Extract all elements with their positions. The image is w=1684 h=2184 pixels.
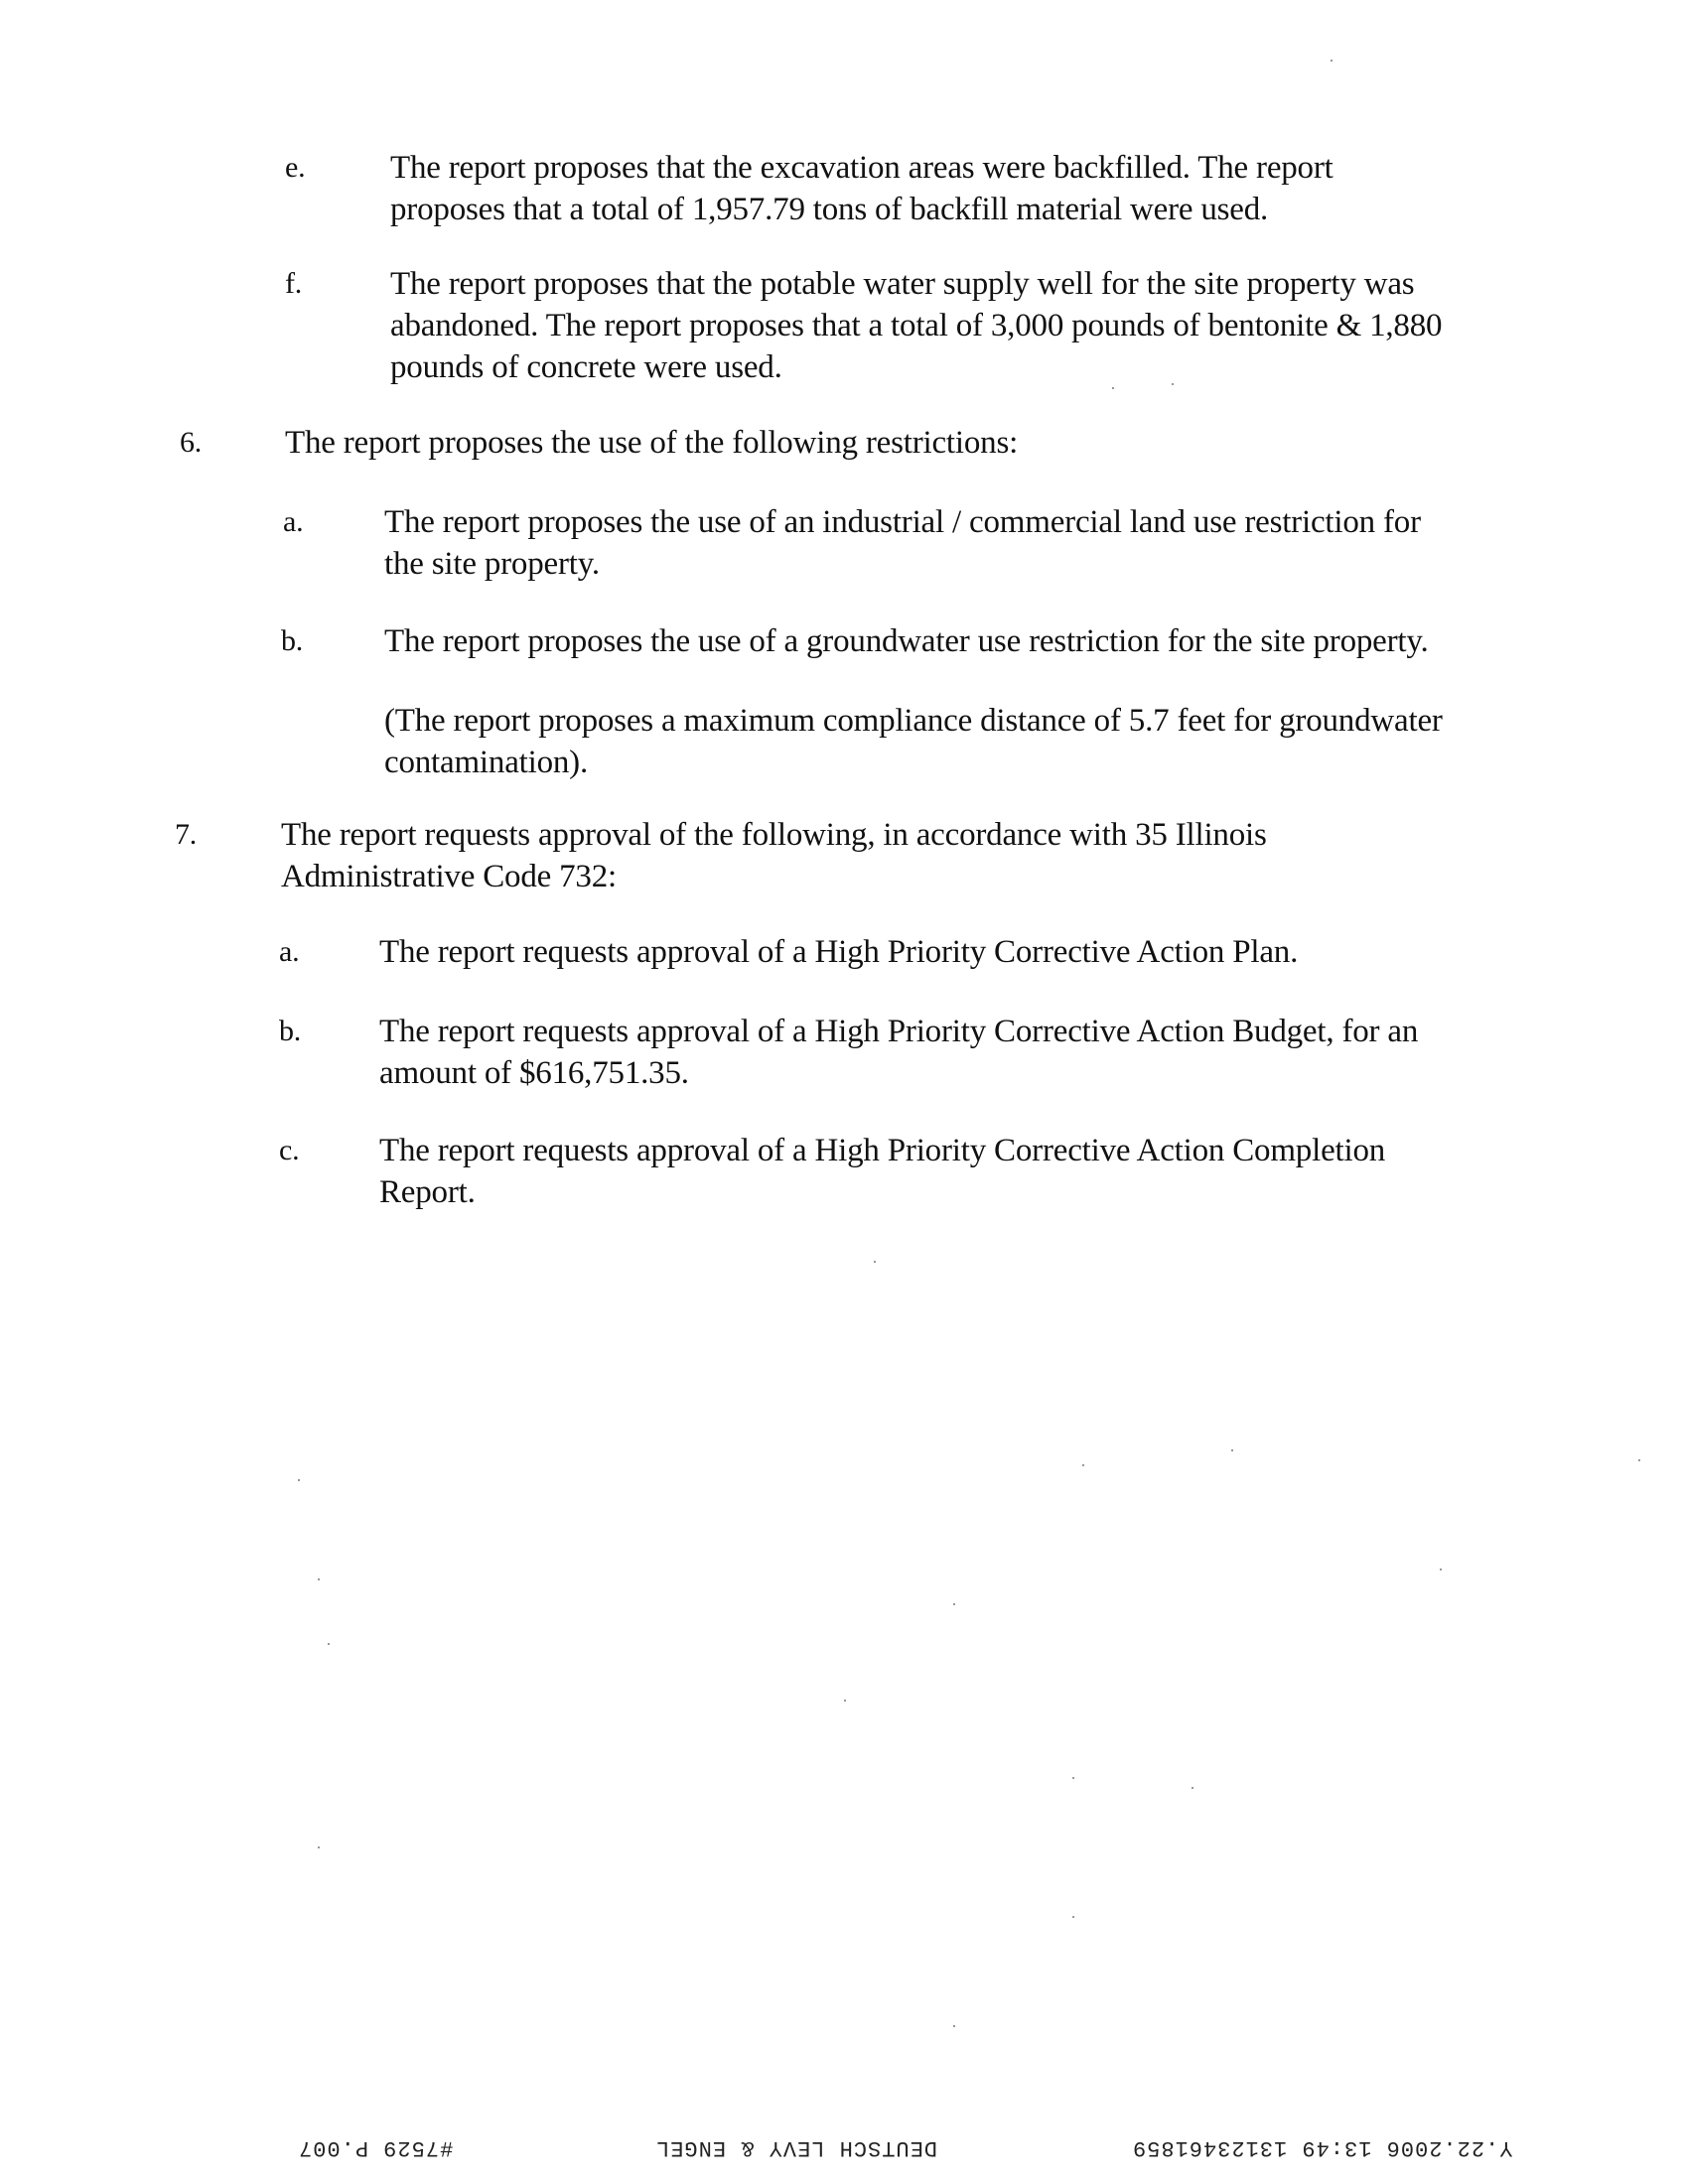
- scan-speck: [1082, 1464, 1084, 1466]
- scan-speck: [1112, 387, 1114, 389]
- list-item-6: [0, 422, 1684, 467]
- scan-speck: [1331, 60, 1333, 62]
- list-item-text: The report requests approval of a High Priority Corrective Action Budget, for an amount of $616,751.35.: [379, 1014, 1419, 1091]
- list-item-text: The report proposes the use of the following restrictions:: [285, 425, 1019, 461]
- list-marker: 6.: [180, 426, 203, 459]
- scan-speck: [1072, 1916, 1074, 1918]
- list-item-text: The report proposes that the potable water supply well for the site property was abandoned. The report proposes that a total of 3,000 pounds of bentonite & 1,880 pounds of concrete were used.: [390, 266, 1443, 385]
- list-marker: e.: [285, 151, 306, 184]
- list-marker: b.: [281, 624, 304, 657]
- list-item-text: The report proposes the use of a groundwater use restriction for the site property.: [384, 623, 1429, 659]
- scan-speck: [318, 1578, 320, 1580]
- scan-speck: [1638, 1459, 1640, 1461]
- list-item-f: [0, 263, 1684, 392]
- scan-speck: [1440, 1569, 1442, 1570]
- list-marker: a.: [279, 935, 300, 968]
- scan-speck: [328, 1643, 330, 1645]
- list-marker: c.: [279, 1134, 300, 1166]
- scan-speck: [1231, 1449, 1233, 1451]
- scan-speck: [318, 1846, 320, 1848]
- list-item-text: The report proposes that the excavation areas were backfilled. The report proposes that a total of 1,957.79 tons of backfill material were used.: [390, 150, 1333, 227]
- list-item-text: The report requests approval of a High Priority Corrective Action Plan.: [379, 934, 1299, 970]
- list-item-7c: [0, 1130, 1684, 1219]
- scan-speck: [874, 1261, 876, 1263]
- scan-speck: [1072, 1777, 1074, 1779]
- list-marker: a.: [283, 505, 304, 538]
- list-marker: 7.: [175, 818, 198, 851]
- scan-speck: [298, 1479, 300, 1481]
- list-item-6b: [0, 620, 1684, 665]
- list-item-text: The report requests approval of a High Priority Corrective Action Completion Report.: [379, 1133, 1386, 1210]
- scan-speck: [953, 2025, 955, 2027]
- list-item-text: The report requests approval of the following, in accordance with 35 Illinois Administrative Code 732:: [281, 817, 1267, 894]
- list-marker: f.: [285, 267, 303, 300]
- fax-footer-page: #7529 P.007: [298, 2135, 454, 2160]
- note-text: (The report proposes a maximum compliance distance of 5.7 feet for groundwater contamination).: [384, 703, 1443, 780]
- list-item-7b: [0, 1011, 1684, 1100]
- list-item-e: [0, 147, 1684, 236]
- list-item-7a: [0, 931, 1684, 976]
- scan-speck: [844, 1700, 846, 1702]
- list-item-7: [0, 814, 1684, 903]
- scan-speck: [1172, 383, 1174, 385]
- compliance-note: [0, 700, 1684, 789]
- scan-speck: [953, 1603, 955, 1605]
- list-marker: b.: [279, 1015, 302, 1047]
- fax-footer-datetime: Y.22.2006 13:49 13123461859: [1132, 2135, 1513, 2160]
- fax-footer-sender: DEUTSCH LEVY & ENGEL: [655, 2135, 938, 2160]
- scan-speck: [1192, 1787, 1193, 1789]
- list-item-text: The report proposes the use of an industrial / commercial land use restriction for the site property.: [384, 504, 1421, 582]
- list-item-6a: [0, 501, 1684, 591]
